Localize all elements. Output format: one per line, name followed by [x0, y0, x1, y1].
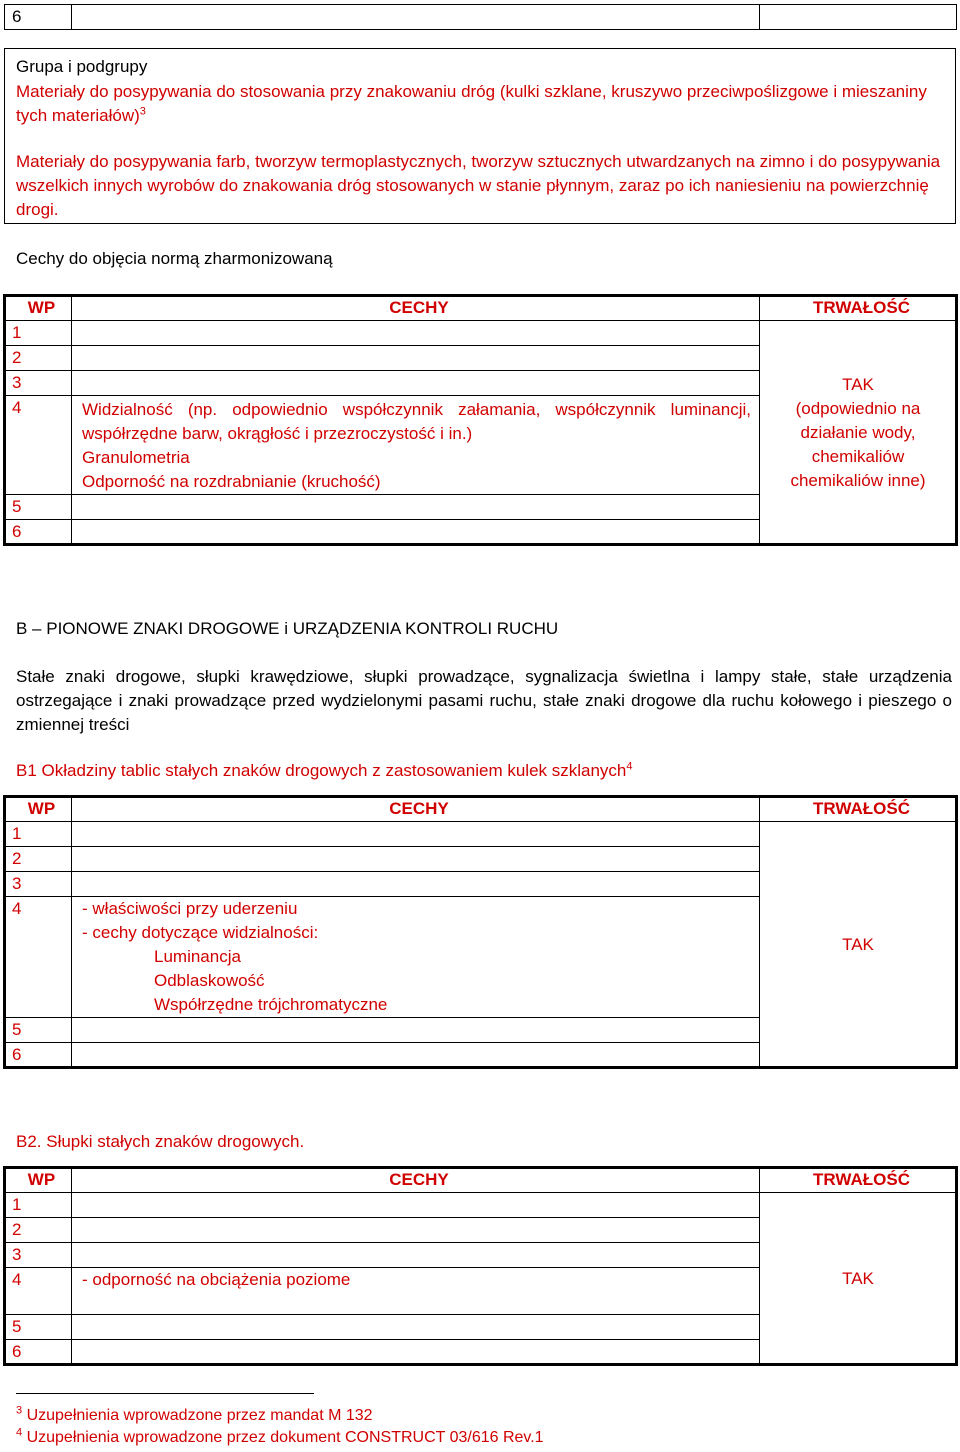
row-number: 1 — [5, 1193, 72, 1218]
row-number: 2 — [5, 346, 72, 371]
table1-durability: TAK (odpowiednio na działanie wody, chemikaliów chemikaliów inne) — [760, 321, 957, 545]
table-b2 — [4, 1167, 957, 1365]
row-number: 5 — [5, 495, 72, 520]
header-cechy: CECHY — [72, 296, 760, 321]
top-row-table — [4, 4, 957, 30]
footnote-3: $^3$ Uzupełnienia wprowadzone przez mandat M 132 — [16, 1404, 373, 1424]
b2-row4-cell: - odporność na obciążenia poziome — [72, 1268, 760, 1315]
group-item-2: Materiały do posypywania farb, tworzyw termoplastycznych, tworzyw sztucznych utwardzanych na zimno i do posypywania wszelkich innych wyrobów do znakowania dróg stosowanych w stanie płynnym, zaraz po ich naniesieniu na powierzchnię drogi. — [16, 152, 941, 219]
row-number: 6 — [5, 1043, 72, 1068]
row-number: 3 — [5, 872, 72, 897]
section-b-description: Stałe znaki drogowe, słupki krawędziowe, słupki prowadzące, sygnalizacja świetlna i lampy stałe, stałe urządzenia ostrzegające i znaki prowadzące przed wydzielonymi pasami ruchu, stałe znaki drogowe dla ruchu kołowego i pieszego o zmiennej treści — [16, 667, 952, 734]
row-number: 6 — [5, 520, 72, 545]
row-number: 1 — [5, 822, 72, 847]
table1-row4-cell: Widzialność (np. odpowiednio współczynnik załamania, współczynnik luminancji, współrzędne barw, okrągłość i przezroczystość i in.) Granulometria Odporność na rozdrabnianie (kruchość) — [72, 396, 760, 495]
group-heading: Grupa i podgrupy — [16, 57, 148, 76]
b1-durability: TAK — [760, 822, 957, 1068]
b2-durability: TAK — [760, 1193, 957, 1365]
row-number: 5 — [5, 1018, 72, 1043]
top-row-number: 6 — [5, 5, 72, 30]
row-number: 4 — [5, 897, 72, 1018]
header-trwalosc: TRWAŁOŚĆ — [760, 1168, 957, 1193]
row-number: 3 — [5, 1243, 72, 1268]
table-b1 — [4, 796, 957, 1068]
row-number: 4 — [5, 1268, 72, 1315]
header-wp: WP — [5, 1168, 72, 1193]
row-number: 6 — [5, 1340, 72, 1365]
row-number: 1 — [5, 321, 72, 346]
header-cechy: CECHY — [72, 1168, 760, 1193]
table-1 — [4, 295, 957, 545]
header-trwalosc: TRWAŁOŚĆ — [760, 797, 957, 822]
footnote-ref-4: 4 — [626, 760, 633, 773]
b1-row4-cell: - właściwości przy uderzeniu - cechy dotyczące widzialności: Luminancja Odblaskowość Współrzędne trójchromatyczne — [72, 897, 760, 1018]
row-number: 2 — [5, 847, 72, 872]
b1-heading: B1 Okładziny tablic stałych znaków drogowych z zastosowaniem kulek szklanych$^4$ — [16, 760, 633, 780]
header-trwalosc: TRWAŁOŚĆ — [760, 296, 957, 321]
group-item-1: Materiały do posypywania do stosowania przy znakowaniu dróg (kulki szklane, kruszywo przeciwpoślizgowe i mieszaniny tych materiałów)$^3$ — [16, 82, 927, 125]
footnote-separator — [16, 1393, 314, 1394]
header-cechy: CECHY — [72, 797, 760, 822]
footnote-4: $^4$ Uzupełnienia wprowadzone przez dokument CONSTRUCT 03/616 Rev.1 — [16, 1426, 544, 1446]
footnote-ref-3: 3 — [139, 105, 146, 118]
row-number: 5 — [5, 1315, 72, 1340]
row-number: 2 — [5, 1218, 72, 1243]
header-wp: WP — [5, 296, 72, 321]
b2-heading: B2. Słupki stałych znaków drogowych. — [16, 1132, 305, 1151]
cechy-heading: Cechy do objęcia normą zharmonizowaną — [16, 249, 333, 268]
row-number: 4 — [5, 396, 72, 495]
section-b-title: B – PIONOWE ZNAKI DROGOWE i URZĄDZENIA KONTROLI RUCHU — [16, 619, 559, 638]
header-wp: WP — [5, 797, 72, 822]
row-number: 3 — [5, 371, 72, 396]
